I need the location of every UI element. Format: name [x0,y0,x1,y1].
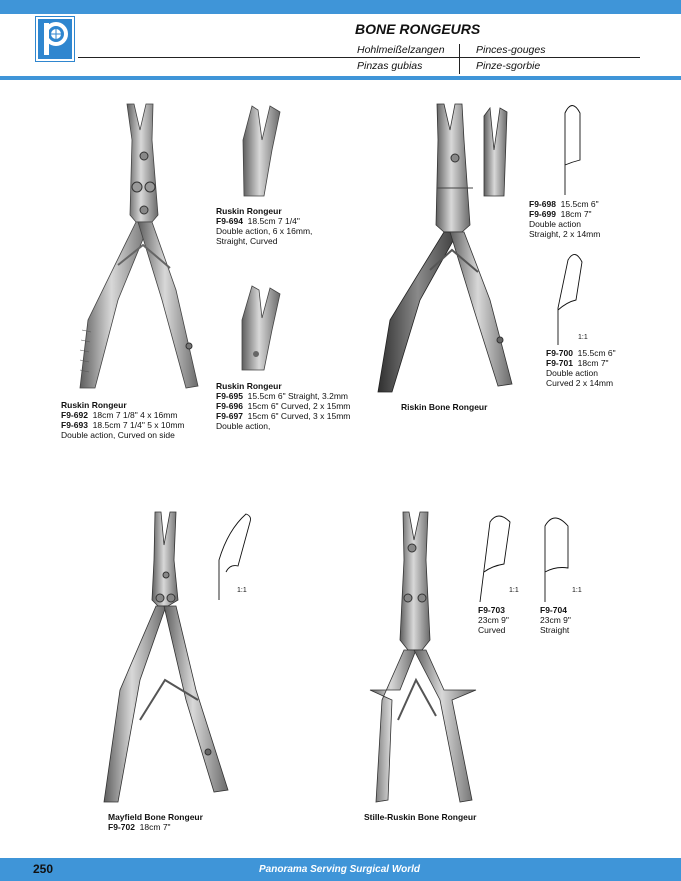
subtitle-italian: Pinze-sgorbie [476,60,541,72]
stille-ruskin-rongeur-image [370,512,476,802]
caption-f9-703: F9-703 23cm 9" Curved [478,605,509,635]
caption-ruskin-mid-bottom: Ruskin Rongeur F9-695 15.5cm 6" Straight, 3.2mm F9-696 15cm 6" Curved, 2 x 15mm F9-697 15cm 6" Curved, 3 x 15mm Double action, [216,381,351,431]
ruskin-tip-top-image [243,106,280,196]
caption-riskin: Riskin Bone Rongeur [401,402,488,412]
tip-outline-f9-703 [480,516,510,602]
subtitle-spanish: Pinzas gubias [357,60,423,72]
tip-outline-f9-704 [545,518,568,602]
scale-f9-703: 1:1 [509,587,519,594]
scale-f9-700: 1:1 [578,334,588,341]
tip-outline-f9-700 [558,254,582,345]
subtitle-french: Pinces-gouges [476,44,546,56]
caption-ruskin-mid-top: Ruskin Rongeur F9-694 18.5cm 7 1/4" Double action, 6 x 16mm, Straight, Curved [216,206,313,246]
caption-f9-704: F9-704 23cm 9" Straight [540,605,571,635]
page-title: BONE RONGEURS [355,21,481,37]
subtitle-german: Hohlmeißelzangen [357,44,445,56]
scale-f9-704: 1:1 [572,587,582,594]
ruskin-rongeur-image [80,104,198,388]
page-number: 250 [33,862,54,876]
footer-slogan: Panorama Serving Surgical World [259,864,420,875]
caption-stille-ruskin: Stille-Ruskin Bone Rongeur [364,812,477,822]
caption-mayfield: Mayfield Bone Rongeur F9-702 18cm 7" [108,812,203,832]
caption-f9-698: F9-698 15.5cm 6" F9-699 18cm 7" Double action Straight, 2 x 14mm [529,199,601,239]
caption-f9-700: F9-700 15.5cm 6" F9-701 18cm 7" Double action Curved 2 x 14mm [546,348,616,388]
tip-outline-f9-698 [565,106,580,196]
scale-mayfield: 1:1 [237,587,247,594]
mayfield-rongeur-image [104,512,228,802]
ruskin-tip-bottom-image [242,286,280,370]
riskin-tip-image [484,108,507,196]
caption-ruskin-left: Ruskin Rongeur F9-692 18cm 7 1/8" 4 x 16mm F9-693 18.5cm 7 1/4" 5 x 10mm Double action, Curved on side [61,400,185,440]
